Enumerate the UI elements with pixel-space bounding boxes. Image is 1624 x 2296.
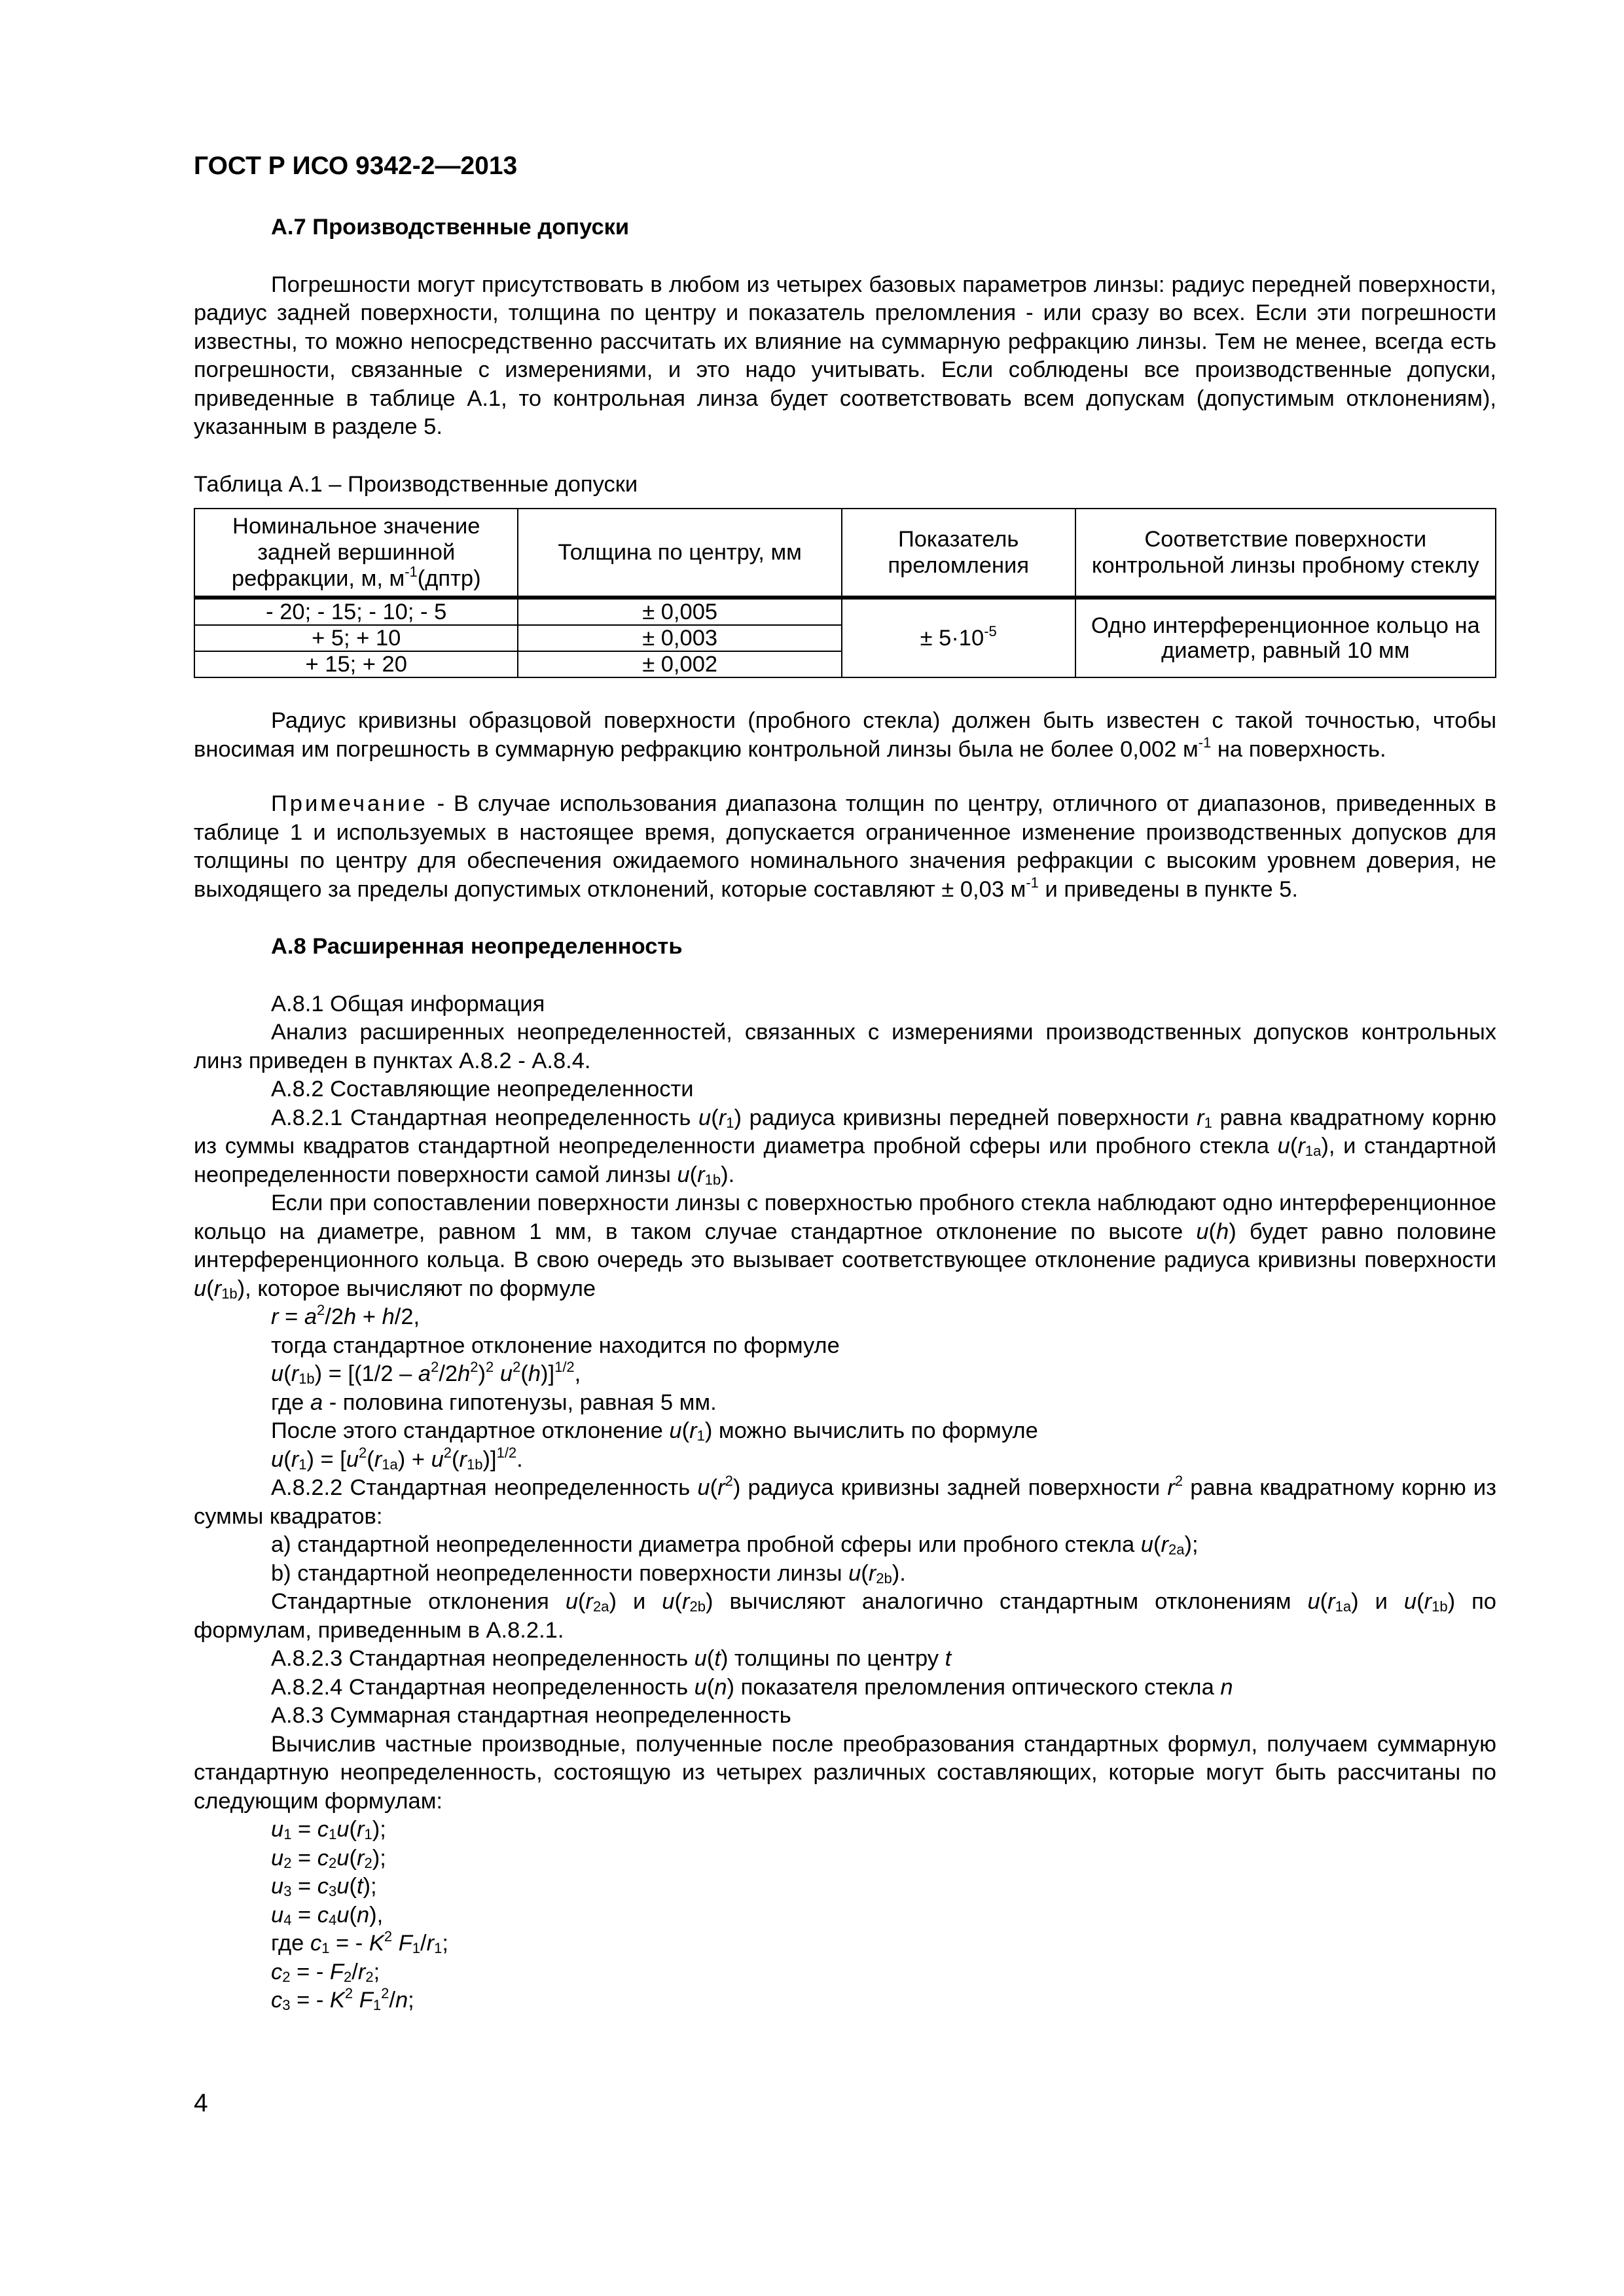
cell-thickness: ± 0,005 <box>518 598 841 625</box>
tolerance-table <box>194 508 1496 678</box>
cell-refraction: + 15; + 20 <box>194 651 518 677</box>
standard-code-header: ГОСТ Р ИСО 9342-2—2013 <box>194 152 518 180</box>
paragraph-a83: Вычислив частные производные, полученные после преобразования стандартных формул, получаем суммарную стандартную неопределенность, состоящую из четырех различных составляющих, которые могут быть рассчитаны по следующим формулам: <box>194 1731 1496 1814</box>
formula-u4: $u_4 = c_4u(n)$, <box>271 1902 384 1928</box>
header-index: Показатель преломления <box>842 509 1075 598</box>
paragraph-fringe: Если при сопоставлении поверхности линзы с поверхностью пробного стекла наблюдают одно интерференционное кольцо на диаметре, равном 1 мм, в таком случае стандартное отклонение по высоте u(h) будет равно половине интерференционного кольца. В свою очередь это вызывает соответствующее отклонение радиуса кривизны поверхности $u(r_{1b})$, которое вычисляют по формуле <box>194 1191 1496 1302</box>
header-conformity: Соответствие поверхности контрольной линзы пробному стеклу <box>1075 509 1496 598</box>
cell-thickness: ± 0,003 <box>518 625 841 651</box>
paragraph-std: Стандартные отклонения $u(r_{2a})$ и $u(r_{2b})$ вычисляют аналогично стандартным отклонениям $u(r_{1a})$ и $u(r_{1b})$ по формулам, приведенным в А.8.2.1. <box>194 1589 1496 1643</box>
list-item-a: а) стандартной неопределенности диаметра пробной сферы или пробного стекла $u(r_{2a})$; <box>271 1532 1199 1558</box>
table-caption: Таблица А.1 – Производственные допуски <box>194 471 638 497</box>
cell-refraction: + 5; + 10 <box>194 625 518 651</box>
subsection-a824: А.8.2.4 Стандартная неопределенность u(n) показателя преломления оптического стекла n <box>271 1674 1233 1700</box>
note-paragraph: Примечание - В случае использования диапазона толщин по центру, отличного от диапазонов, приведенных в таблице 1 и используемых в настоящее время, допускается ограниченное изменение производственных допусков для толщины по центру для обеспечения ожидаемого номинального значения рефракции с высоким уровнем доверия, не выходящего за пределы допустимых отклонений, которые составляют ± 0,03 $м^{-1}$ и приведены в пункте 5. <box>194 791 1496 902</box>
paragraph-a821: А.8.2.1 Стандартная неопределенность $u(r_1)$ радиуса кривизны передней поверхности $r_1$ равна квадратному корню из суммы квадратов стандартной неопределенности диаметра пробной сферы или пробного стекла $u(r_{1a})$, и стандартной неопределенности поверхности самой линзы $u(r_{1b})$. <box>194 1105 1496 1188</box>
paragraph-a822: А.8.2.2 Стандартная неопределенность $u(r^2)$ радиуса кривизны задней поверхности $r^2$ равна квадратному корню из суммы квадратов: <box>194 1473 1496 1529</box>
paragraph-a7: Погрешности могут присутствовать в любом из четырех базовых параметров линзы: радиус передней поверхности, радиус задней поверхности, толщина по центру и показатель преломления - или сразу во всех. Если эти погрешности известны, то можно непосредственно рассчитать их влияние на суммарную рефракцию линзы. Тем не менее, всегда есть погрешности, связанные с измерениями, и это надо учитывать. Если соблюдены все производственные допуски, приведенные в таблице А.1, то контрольная линза будет соответствовать всем допускам (допустимым отклонениям), указанным в разделе 5. <box>194 272 1496 439</box>
header-thickness: Толщина по центру, мм <box>518 509 841 598</box>
then-line: тогда стандартное отклонение находится по формуле <box>271 1333 840 1358</box>
formula-c3: $c_3$ = - $K^2$ $F_1^2/n$; <box>271 1985 414 2013</box>
formula-radius: $r = a^2/2h + h/2$, <box>271 1302 420 1329</box>
page-body <box>194 213 1496 2015</box>
formula-c1: где $c_1$ = - $K^2$ $F_1/r_1$; <box>271 1928 448 1956</box>
formula-c2: $c_2$ = - $F_2/r_2$; <box>271 1959 380 1985</box>
cell-thickness: ± 0,002 <box>518 651 841 677</box>
after-line: После этого стандартное отклонение $u(r_1)$ можно вычислить по формуле <box>271 1418 1038 1444</box>
subsection-a83-title: А.8.3 Суммарная стандартная неопределенность <box>271 1703 791 1728</box>
section-heading-a7: А.7 Производственные допуски <box>271 215 630 240</box>
formula-u-r1b: $u(r_{1b}) = [(1/2 - a^2/2h^2)^2$ $u^2(h)]^{1/2}$, <box>271 1359 581 1387</box>
subsection-a823: А.8.2.3 Стандартная неопределенность u(t) толщины по центру t <box>271 1646 952 1671</box>
subsection-a81-title: А.8.1 Общая информация <box>271 991 545 1016</box>
formula-u1: $u_1 = c_1u(r_1)$; <box>271 1817 386 1842</box>
page-number: 4 <box>194 2089 208 2117</box>
paragraph-a81: Анализ расширенных неопределенностей, связанных с измерениями производственных допусков контрольных линз приведен в пунктах А.8.2 - А.8.4. <box>194 1020 1496 1073</box>
cell-conformity: Одно интерференционное кольцо на диаметр, равный 10 мм <box>1075 598 1496 677</box>
section-heading-a8: А.8 Расширенная неопределенность <box>271 934 683 959</box>
note-label: Примечание <box>271 791 428 816</box>
header-refraction: Номинальное значение задней вершинной рефракции, м, $м^{-1}(дптр)$ <box>194 509 518 598</box>
cell-index: ± $5\cdot 10^{-5}$ <box>842 598 1075 677</box>
paragraph-radius: Радиус кривизны образцовой поверхности (пробного стекла) должен быть известен с такой точностью, чтобы вносимая им погрешность в суммарную рефракцию контрольной линзы была не более 0,002 $м^{-1}$ на поверхность. <box>194 708 1496 762</box>
where-a-line: где a - половина гипотенузы, равная 5 мм. <box>271 1390 717 1415</box>
formula-u-r1: $u(r_1) = [u^2(r_{1a}) + u^2(r_{1b})]^{1/2}$. <box>271 1444 523 1473</box>
table-header-row <box>194 509 1496 598</box>
list-item-b: b) стандартной неопределенности поверхности линзы $u(r_{2b})$. <box>271 1560 906 1587</box>
formula-u3: $u_3 = c_3u(t)$; <box>271 1874 377 1899</box>
formula-u2: $u_2 = c_2u(r_2)$; <box>271 1845 386 1871</box>
cell-refraction: - 20; - 15; - 10; - 5 <box>194 598 518 625</box>
table-row <box>194 598 1496 625</box>
subsection-a82-title: А.8.2 Составляющие неопределенности <box>271 1077 694 1102</box>
